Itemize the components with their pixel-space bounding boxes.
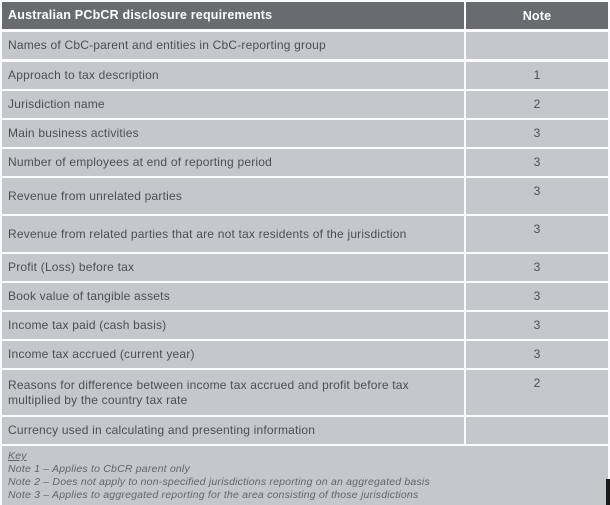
table-row [2,32,608,59]
table-row [2,341,608,368]
key-note-2: Note 2 – Does not apply to non-specified jurisdictions reporting on an aggregated basis [8,476,430,488]
table-row [2,283,608,310]
table-row [2,120,608,147]
key-note-3: Note 3 – Applies to aggregated reporting for the area consisting of those jurisdictions [8,489,419,501]
requirement-cell: Profit (Loss) before tax [2,254,464,281]
note-cell [466,32,608,59]
note-cell: 3 [466,216,608,252]
table-header-note: Note [466,2,608,29]
page-edge-artifact [606,479,610,505]
requirement-cell: Income tax paid (cash basis) [2,312,464,339]
note-cell: 3 [466,178,608,214]
note-cell: 3 [466,283,608,310]
table-row [2,62,608,89]
note-cell: 3 [466,341,608,368]
note-cell: 2 [466,370,608,415]
key-title: Key [8,450,27,462]
note-cell: 3 [466,120,608,147]
requirement-cell: Revenue from unrelated parties [2,178,464,214]
requirement-cell: Main business activities [2,120,464,147]
requirement-cell: Names of CbC-parent and entities in CbC-reporting group [2,32,464,59]
table-row [2,216,608,252]
table-row [2,91,608,118]
table-row [2,149,608,176]
note-cell: 3 [466,312,608,339]
table-header-requirements: Australian PCbCR disclosure requirements [2,2,464,29]
note-cell: 3 [466,254,608,281]
note-cell: 1 [466,62,608,89]
requirement-cell: Reasons for difference between income tax accrued and profit before tax multiplied by the country tax rate [2,370,464,415]
table-row [2,178,608,214]
table-row [2,370,608,415]
note-cell: 2 [466,91,608,118]
requirement-cell: Currency used in calculating and presenting information [2,417,464,444]
disclosure-requirements-table [2,2,608,505]
table-row [2,312,608,339]
requirement-cell: Jurisdiction name [2,91,464,118]
requirement-cell: Revenue from related parties that are not tax residents of the jurisdiction [2,216,464,252]
requirement-cell: Approach to tax description [2,62,464,89]
requirement-cell: Book value of tangible assets [2,283,464,310]
key-note-1: Note 1 – Applies to CbCR parent only [8,463,190,475]
requirement-cell: Number of employees at end of reporting period [2,149,464,176]
requirement-cell: Income tax accrued (current year) [2,341,464,368]
note-cell: 3 [466,149,608,176]
table-row [2,417,608,444]
key-section [2,446,608,505]
table-header-row [2,2,608,29]
note-cell [466,417,608,444]
table-row [2,254,608,281]
